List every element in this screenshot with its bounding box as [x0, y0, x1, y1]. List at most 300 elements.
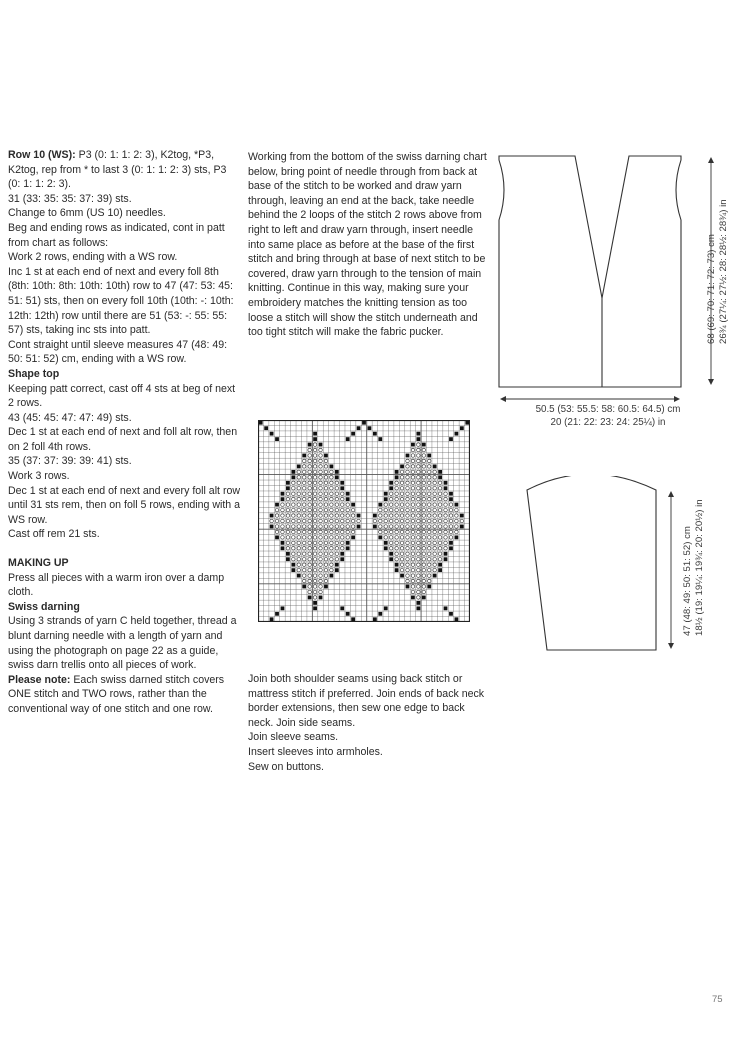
chart-motif-stitch [389, 547, 392, 550]
chart-motif-stitch [308, 492, 311, 495]
chart-motif-stitch [346, 519, 349, 522]
chart-motif-stitch [406, 508, 409, 511]
chart-motif-stitch [411, 563, 414, 566]
joining-line: Insert sleeves into armholes. [248, 745, 383, 758]
chart-motif-stitch [297, 541, 300, 544]
joining-line: Join sleeve seams. [248, 731, 339, 744]
chart-motif-stitch [395, 552, 398, 555]
chart-motif-stitch [422, 465, 425, 468]
chart-motif-stitch [395, 536, 398, 539]
chart-motif-stitch [417, 465, 420, 468]
chart-motif-stitch [427, 557, 430, 560]
chart-motif-stitch [292, 536, 295, 539]
chart-motif-stitch [433, 563, 436, 566]
chart-motif-stitch [308, 487, 311, 490]
chart-motif-stitch [389, 541, 392, 544]
chart-motif-stitch [330, 525, 333, 528]
chart-motif-stitch [313, 465, 316, 468]
chart-motif-stitch [384, 508, 387, 511]
chart-motif-stitch [400, 487, 403, 490]
chart-filled-stitch [281, 541, 285, 545]
chart-motif-stitch [411, 557, 414, 560]
chart-motif-stitch [400, 552, 403, 555]
chart-motif-stitch [438, 514, 441, 517]
chart-motif-stitch [433, 525, 436, 528]
chart-motif-stitch [384, 525, 387, 528]
chart-motif-stitch [308, 541, 311, 544]
making-up-heading: MAKING UP [8, 557, 69, 570]
chart-filled-stitch [449, 492, 453, 496]
chart-motif-stitch [297, 492, 300, 495]
chart-motif-stitch [422, 574, 425, 577]
chart-motif-stitch [335, 525, 338, 528]
chart-motif-stitch [433, 481, 436, 484]
chart-motif-stitch [308, 536, 311, 539]
chart-motif-stitch [406, 536, 409, 539]
chart-motif-stitch [411, 476, 414, 479]
chart-filled-stitch [460, 426, 464, 430]
chart-motif-stitch [406, 514, 409, 517]
chart-motif-stitch [417, 557, 420, 560]
chart-motif-stitch [341, 492, 344, 495]
chart-motif-stitch [281, 525, 284, 528]
chart-filled-stitch [281, 492, 285, 496]
chart-motif-stitch [330, 497, 333, 500]
chart-filled-stitch [313, 432, 317, 436]
chart-motif-stitch [411, 487, 414, 490]
chart-motif-stitch [406, 557, 409, 560]
chart-motif-stitch [411, 536, 414, 539]
chart-filled-stitch [297, 464, 301, 468]
chart-motif-stitch [319, 519, 322, 522]
chart-filled-stitch [346, 546, 350, 550]
chart-filled-stitch [395, 563, 399, 567]
chart-motif-stitch [308, 585, 311, 588]
chart-motif-stitch [335, 497, 338, 500]
shape-top-line: 35 (37: 37: 39: 39: 41) sts. [8, 455, 132, 468]
chart-motif-stitch [411, 541, 414, 544]
chart-motif-stitch [297, 503, 300, 506]
sleeve-outline [527, 476, 656, 650]
chart-motif-stitch [319, 481, 322, 484]
chart-motif-stitch [308, 481, 311, 484]
chart-motif-stitch [319, 525, 322, 528]
body-width-cm: 50.5 (53: 55.5: 58: 60.5: 64.5) cm [535, 404, 681, 415]
chart-filled-stitch [340, 481, 344, 485]
chart-motif-stitch [319, 476, 322, 479]
chart-motif-stitch [330, 487, 333, 490]
chart-filled-stitch [270, 525, 274, 529]
making-up-text: Press all pieces with a warm iron over a damp cloth. [8, 571, 225, 599]
chart-filled-stitch [329, 574, 333, 578]
chart-motif-stitch [281, 514, 284, 517]
chart-motif-stitch [313, 596, 316, 599]
chart-motif-stitch [389, 525, 392, 528]
chart-motif-stitch [308, 568, 311, 571]
chart-motif-stitch [319, 568, 322, 571]
row10-paragraph [8, 148, 240, 192]
body-schematic [495, 150, 740, 410]
left-line: Cont straight until sleeve measures 47 (48: 49: 50: 51: 52) cm, ending with a WS row. [8, 338, 228, 366]
chart-motif-stitch [417, 514, 420, 517]
chart-filled-stitch [286, 557, 290, 561]
chart-motif-stitch [427, 547, 430, 550]
chart-motif-stitch [400, 557, 403, 560]
chart-motif-stitch [281, 536, 284, 539]
chart-motif-stitch [335, 530, 338, 533]
chart-motif-stitch [406, 579, 409, 582]
chart-filled-stitch [340, 557, 344, 561]
chart-motif-stitch [406, 465, 409, 468]
chart-filled-stitch [351, 617, 355, 621]
chart-motif-stitch [411, 481, 414, 484]
chart-motif-stitch [417, 459, 420, 462]
chart-filled-stitch [319, 596, 323, 600]
chart-filled-stitch [422, 596, 426, 600]
chart-filled-stitch [329, 464, 333, 468]
chart-motif-stitch [422, 448, 425, 451]
chart-motif-stitch [417, 574, 420, 577]
chart-motif-stitch [406, 492, 409, 495]
chart-motif-stitch [427, 497, 430, 500]
chart-motif-stitch [297, 530, 300, 533]
chart-filled-stitch [308, 596, 312, 600]
chart-filled-stitch [384, 492, 388, 496]
chart-motif-stitch [335, 536, 338, 539]
chart-motif-stitch [444, 525, 447, 528]
chart-motif-stitch [351, 519, 354, 522]
chart-motif-stitch [319, 579, 322, 582]
chart-filled-stitch [438, 563, 442, 567]
chart-motif-stitch [411, 585, 414, 588]
chart-filled-stitch [389, 481, 393, 485]
chart-motif-stitch [319, 590, 322, 593]
chart-motif-stitch [444, 508, 447, 511]
left-line: Change to 6mm (US 10) needles. [8, 207, 166, 220]
chart-motif-stitch [400, 541, 403, 544]
chart-motif-stitch [427, 508, 430, 511]
width-arrow-right [674, 396, 680, 402]
chart-motif-stitch [313, 454, 316, 457]
chart-filled-stitch [416, 437, 420, 441]
chart-motif-stitch [427, 568, 430, 571]
chart-motif-stitch [411, 497, 414, 500]
chart-motif-stitch [427, 476, 430, 479]
chart-motif-stitch [308, 530, 311, 533]
chart-motif-stitch [275, 525, 278, 528]
chart-motif-stitch [411, 459, 414, 462]
chart-motif-stitch [400, 530, 403, 533]
chart-filled-stitch [384, 497, 388, 501]
chart-motif-stitch [319, 552, 322, 555]
chart-motif-stitch [281, 508, 284, 511]
chart-motif-stitch [411, 454, 414, 457]
chart-motif-stitch [411, 525, 414, 528]
chart-motif-stitch [319, 487, 322, 490]
chart-motif-stitch [302, 557, 305, 560]
chart-motif-stitch [422, 536, 425, 539]
chart-motif-stitch [319, 547, 322, 550]
shape-top-line: Cast off rem 21 sts. [8, 528, 100, 541]
chart-motif-stitch [324, 557, 327, 560]
chart-motif-stitch [302, 503, 305, 506]
page-number: 75 [712, 994, 723, 1005]
chart-motif-stitch [286, 525, 289, 528]
chart-filled-stitch [384, 541, 388, 545]
chart-motif-stitch [297, 536, 300, 539]
chart-motif-stitch [308, 552, 311, 555]
chart-motif-stitch [324, 563, 327, 566]
shape-top-heading: Shape top [8, 367, 60, 380]
chart-motif-stitch [313, 568, 316, 571]
chart-motif-stitch [422, 579, 425, 582]
row10-text: P3 (0: 1: 1: 2: 3), K2tog, *P3, K2tog, rep from * to last 3 (0: 1: 1: 2: 3) sts, P3 (0: 1: 1: 2: 3). [8, 149, 227, 191]
chart-filled-stitch [308, 443, 312, 447]
chart-filled-stitch [291, 563, 295, 567]
chart-motif-stitch [270, 519, 273, 522]
chart-motif-stitch [422, 514, 425, 517]
chart-filled-stitch [460, 514, 464, 518]
chart-filled-stitch [281, 497, 285, 501]
length-arrow-top [708, 157, 714, 163]
chart-motif-stitch [341, 536, 344, 539]
chart-filled-stitch [384, 546, 388, 550]
chart-motif-stitch [395, 508, 398, 511]
chart-motif-stitch [433, 557, 436, 560]
chart-motif-stitch [335, 503, 338, 506]
chart-motif-stitch [422, 541, 425, 544]
chart-motif-stitch [281, 519, 284, 522]
chart-motif-stitch [406, 552, 409, 555]
chart-motif-stitch [427, 465, 430, 468]
chart-motif-stitch [313, 487, 316, 490]
chart-motif-stitch [411, 530, 414, 533]
chart-motif-stitch [313, 536, 316, 539]
chart-filled-stitch [406, 585, 410, 589]
chart-motif-stitch [313, 508, 316, 511]
chart-motif-stitch [411, 508, 414, 511]
chart-motif-stitch [438, 481, 441, 484]
chart-motif-stitch [313, 563, 316, 566]
shape-top-line: Dec 1 st at each end of next and foll alt row, then on 2 foll 4th rows. [8, 426, 238, 453]
chart-motif-stitch [319, 536, 322, 539]
chart-motif-stitch [389, 492, 392, 495]
chart-filled-stitch [444, 552, 448, 556]
chart-motif-stitch [324, 568, 327, 571]
chart-motif-stitch [297, 470, 300, 473]
sleeve-length-cm: 47 (48: 49: 50: 51: 52) cm [682, 526, 693, 636]
chart-filled-stitch [270, 617, 274, 621]
chart-motif-stitch [324, 541, 327, 544]
chart-motif-stitch [417, 552, 420, 555]
chart-motif-stitch [395, 514, 398, 517]
chart-motif-stitch [427, 492, 430, 495]
chart-filled-stitch [340, 606, 344, 610]
chart-motif-stitch [406, 497, 409, 500]
chart-motif-stitch [308, 448, 311, 451]
chart-motif-stitch [433, 487, 436, 490]
chart-motif-stitch [417, 443, 420, 446]
chart-motif-stitch [297, 519, 300, 522]
chart-motif-stitch [455, 525, 458, 528]
chart-motif-stitch [302, 579, 305, 582]
chart-filled-stitch [449, 541, 453, 545]
chart-motif-stitch [313, 547, 316, 550]
chart-motif-stitch [373, 519, 376, 522]
chart-motif-stitch [417, 454, 420, 457]
chart-motif-stitch [400, 525, 403, 528]
chart-motif-stitch [302, 465, 305, 468]
chart-motif-stitch [341, 547, 344, 550]
chart-motif-stitch [449, 536, 452, 539]
chart-motif-stitch [422, 519, 425, 522]
chart-motif-stitch [346, 525, 349, 528]
chart-motif-stitch [422, 459, 425, 462]
chart-filled-stitch [449, 546, 453, 550]
chart-motif-stitch [302, 519, 305, 522]
chart-motif-stitch [438, 541, 441, 544]
chart-motif-stitch [422, 454, 425, 457]
chart-filled-stitch [286, 481, 290, 485]
note-paragraph [8, 673, 240, 717]
chart-filled-stitch [286, 486, 290, 490]
chart-motif-stitch [427, 503, 430, 506]
chart-filled-stitch [302, 585, 306, 589]
chart-motif-stitch [275, 508, 278, 511]
chart-filled-stitch [346, 437, 350, 441]
chart-motif-stitch [422, 481, 425, 484]
chart-motif-stitch [313, 557, 316, 560]
chart-motif-stitch [411, 470, 414, 473]
chart-motif-stitch [379, 519, 382, 522]
chart-motif-stitch [384, 514, 387, 517]
chart-motif-stitch [308, 465, 311, 468]
chart-motif-stitch [395, 530, 398, 533]
chart-motif-stitch [384, 536, 387, 539]
chart-motif-stitch [324, 547, 327, 550]
chart-motif-stitch [438, 530, 441, 533]
chart-motif-stitch [379, 514, 382, 517]
chart-motif-stitch [275, 519, 278, 522]
chart-motif-stitch [422, 487, 425, 490]
chart-motif-stitch [297, 557, 300, 560]
chart-motif-stitch [341, 541, 344, 544]
chart-motif-stitch [308, 574, 311, 577]
chart-motif-stitch [324, 508, 327, 511]
chart-motif-stitch [308, 454, 311, 457]
chart-filled-stitch [395, 470, 399, 474]
chart-filled-stitch [264, 426, 268, 430]
chart-motif-stitch [438, 487, 441, 490]
chart-filled-stitch [259, 421, 263, 425]
chart-motif-stitch [406, 547, 409, 550]
chart-motif-stitch [417, 448, 420, 451]
chart-filled-stitch [286, 552, 290, 556]
chart-filled-stitch [455, 503, 459, 507]
chart-filled-stitch [411, 596, 415, 600]
chart-motif-stitch [422, 470, 425, 473]
chart-motif-stitch [444, 492, 447, 495]
chart-motif-stitch [406, 487, 409, 490]
chart-motif-stitch [427, 536, 430, 539]
chart-motif-stitch [422, 552, 425, 555]
chart-motif-stitch [313, 585, 316, 588]
chart-motif-stitch [302, 459, 305, 462]
chart-motif-stitch [319, 557, 322, 560]
chart-motif-stitch [302, 470, 305, 473]
chart-motif-stitch [335, 508, 338, 511]
chart-motif-stitch [406, 503, 409, 506]
chart-filled-stitch [465, 421, 469, 425]
darning-instructions: Working from the bottom of the swiss darning chart below, bring point of needle through from back at base of the stitch to be worked and draw yarn through, leaving an end at the back, take needle behind the 2 loops of the stitch 2 rows above from right to left and draw yarn through, insert needle into same place as before at the base of the first stitch and bring through at base of next stitch to be covered, draw yarn through to the tension of main knitting. Continue in this way, making sure your embroidery matches the knitting tension as too loose a stitch will show the stitch underneath and too tight stitch will make the fabric pucker. [248, 151, 487, 339]
chart-filled-stitch [389, 557, 393, 561]
chart-motif-stitch [292, 487, 295, 490]
left-column [8, 148, 240, 717]
chart-motif-stitch [292, 541, 295, 544]
chart-motif-stitch [302, 552, 305, 555]
chart-motif-stitch [438, 497, 441, 500]
chart-motif-stitch [417, 547, 420, 550]
chart-motif-stitch [292, 525, 295, 528]
chart-motif-stitch [346, 503, 349, 506]
chart-border [259, 421, 470, 622]
sleeve-arrow-top [668, 491, 674, 497]
chart-motif-stitch [384, 530, 387, 533]
chart-motif-stitch [438, 536, 441, 539]
chart-motif-stitch [341, 497, 344, 500]
chart-motif-stitch [438, 492, 441, 495]
chart-filled-stitch [335, 470, 339, 474]
chart-motif-stitch [324, 519, 327, 522]
chart-motif-stitch [422, 497, 425, 500]
chart-motif-stitch [341, 514, 344, 517]
chart-filled-stitch [324, 585, 328, 589]
chart-motif-stitch [341, 503, 344, 506]
chart-motif-stitch [417, 579, 420, 582]
chart-motif-stitch [422, 547, 425, 550]
chart-filled-stitch [340, 552, 344, 556]
chart-filled-stitch [368, 426, 372, 430]
chart-motif-stitch [438, 547, 441, 550]
chart-motif-stitch [324, 552, 327, 555]
left-line: Inc 1 st at each end of next and every foll 8th (8th: 10th: 8th: 10th: 10th) row to 47 (47: 53: 45: 51: 51) sts, then on every foll 10th (10th: -: 10th: 12th: 12th) row until there are 51 (53: -: 55: 55: 57) sts, taking inc sts into patt. [8, 265, 234, 337]
chart-motif-stitch [395, 547, 398, 550]
chart-motif-stitch [433, 470, 436, 473]
chart-motif-stitch [411, 547, 414, 550]
chart-motif-stitch [422, 492, 425, 495]
chart-motif-stitch [389, 514, 392, 517]
width-arrow-left [500, 396, 506, 402]
chart-motif-stitch [308, 525, 311, 528]
joining-line: Sew on buttons. [248, 760, 324, 773]
chart-motif-stitch [308, 547, 311, 550]
chart-motif-stitch [422, 563, 425, 566]
sleeve-arrow-bottom [668, 643, 674, 649]
chart-motif-stitch [335, 481, 338, 484]
chart-motif-stitch [400, 503, 403, 506]
chart-motif-stitch [281, 503, 284, 506]
chart-motif-stitch [313, 590, 316, 593]
chart-motif-stitch [313, 530, 316, 533]
chart-filled-stitch [389, 486, 393, 490]
chart-motif-stitch [379, 508, 382, 511]
chart-motif-stitch [444, 547, 447, 550]
chart-motif-stitch [449, 508, 452, 511]
chart-motif-stitch [427, 481, 430, 484]
chart-filled-stitch [444, 557, 448, 561]
chart-motif-stitch [422, 525, 425, 528]
chart-motif-stitch [302, 476, 305, 479]
